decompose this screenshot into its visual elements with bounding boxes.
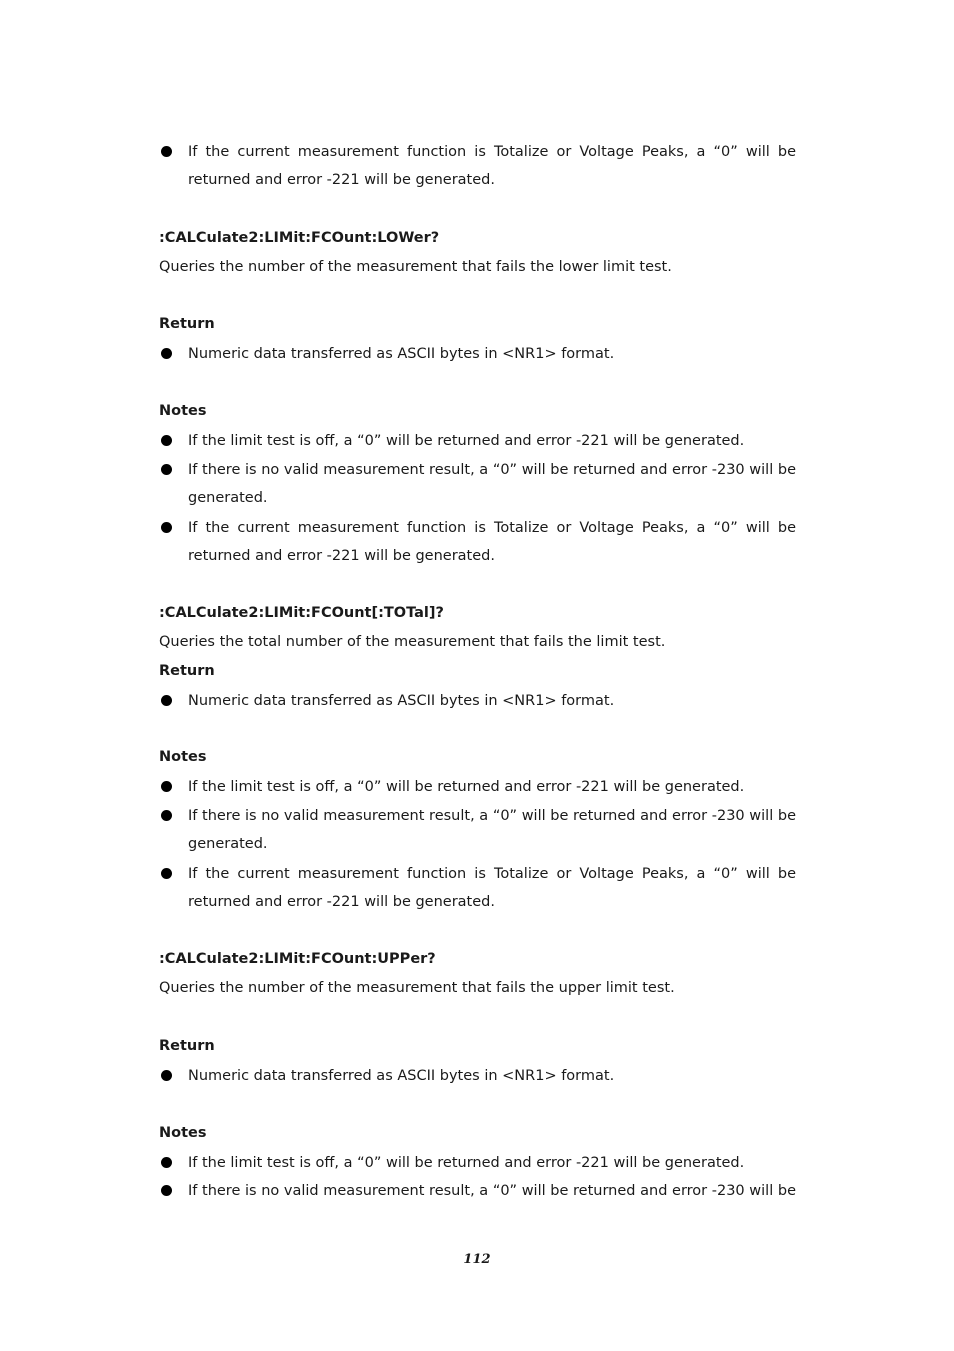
bullet-icon bbox=[161, 868, 172, 879]
list-item-text: If the limit test is off, a “0” will be returned and error -221 will be generated. bbox=[188, 779, 745, 795]
bullet-icon bbox=[161, 1157, 172, 1168]
list-item-text: If the current measurement function is Totalize or Voltage Peaks, a “0” will be returned and error -221 will be generated. bbox=[188, 520, 796, 564]
return-heading: Return bbox=[159, 1038, 215, 1054]
notes-heading: Notes bbox=[159, 1125, 207, 1141]
list-item-text: If the current measurement function is Totalize or Voltage Peaks, a “0” will be returned and error -221 will be generated. bbox=[188, 144, 796, 188]
page-number: 112 bbox=[463, 1252, 491, 1267]
command-heading-total: :CALCulate2:LIMit:FCOunt[:TOTal]? bbox=[159, 605, 444, 621]
command-description-total: Queries the total number of the measurement that fails the limit test. bbox=[159, 634, 666, 650]
bullet-icon bbox=[161, 522, 172, 533]
list-item-text: If the limit test is off, a “0” will be returned and error -221 will be generated. bbox=[188, 1155, 745, 1171]
list-item-text: If there is no valid measurement result, a “0” will be returned and error -230 will be generated. bbox=[188, 808, 796, 852]
command-description-upper: Queries the number of the measurement that fails the upper limit test. bbox=[159, 980, 675, 996]
return-heading: Return bbox=[159, 316, 215, 332]
list-item-text: If the limit test is off, a “0” will be returned and error -221 will be generated. bbox=[188, 433, 745, 449]
notes-heading: Notes bbox=[159, 749, 207, 765]
bullet-icon bbox=[161, 348, 172, 359]
list-item-text: Numeric data transferred as ASCII bytes in <NR1> format. bbox=[188, 1068, 615, 1084]
command-heading-upper: :CALCulate2:LIMit:FCOunt:UPPer? bbox=[159, 951, 436, 967]
bullet-icon bbox=[161, 464, 172, 475]
list-item-text: If the current measurement function is Totalize or Voltage Peaks, a “0” will be returned and error -221 will be generated. bbox=[188, 866, 796, 910]
command-heading-lower: :CALCulate2:LIMit:FCOunt:LOWer? bbox=[159, 230, 440, 246]
list-item-text: If there is no valid measurement result, a “0” will be returned and error -230 will be bbox=[188, 1183, 796, 1199]
bullet-icon bbox=[161, 146, 172, 157]
list-item-text: Numeric data transferred as ASCII bytes in <NR1> format. bbox=[188, 346, 615, 362]
return-heading: Return bbox=[159, 663, 215, 679]
list-item-text: Numeric data transferred as ASCII bytes in <NR1> format. bbox=[188, 693, 615, 709]
command-description-lower: Queries the number of the measurement that fails the lower limit test. bbox=[159, 259, 672, 275]
bullet-icon bbox=[161, 1070, 172, 1081]
bullet-icon bbox=[161, 695, 172, 706]
bullet-icon bbox=[161, 810, 172, 821]
bullet-icon bbox=[161, 1185, 172, 1196]
notes-heading: Notes bbox=[159, 403, 207, 419]
bullet-icon bbox=[161, 781, 172, 792]
list-item-text: If there is no valid measurement result, a “0” will be returned and error -230 will be generated. bbox=[188, 462, 796, 506]
bullet-icon bbox=[161, 435, 172, 446]
